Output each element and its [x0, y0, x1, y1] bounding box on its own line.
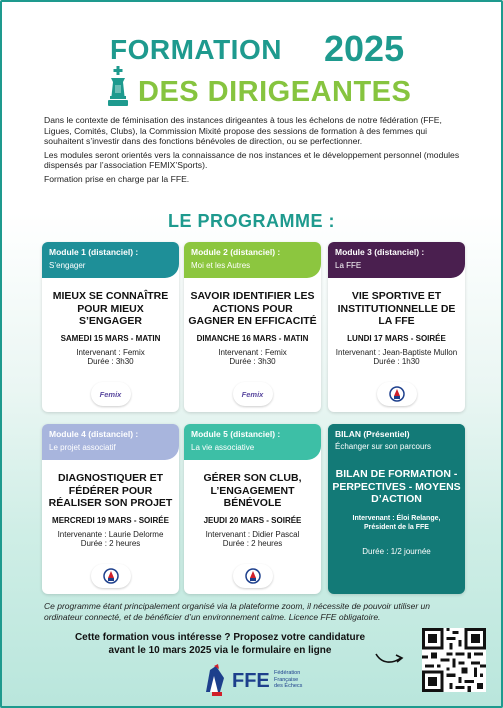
title-year: 2025	[324, 28, 405, 69]
card-subtitle: La FFE	[335, 261, 362, 270]
card-module-label: Module 3 (distanciel) :	[335, 247, 425, 257]
card-module-3	[328, 242, 465, 412]
card-header	[328, 242, 465, 278]
card-module-label: Module 4 (distanciel) :	[49, 429, 139, 439]
card-title: VIE SPORTIVE ET INSTITUTIONNELLE DE LA FFE	[337, 290, 456, 327]
ffe-rooster-icon	[102, 567, 120, 585]
card-subtitle: La vie associative	[191, 443, 255, 452]
card-title: BILAN DE FORMATION - PERPECTIVES - MOYENS D’ACTION	[332, 468, 461, 505]
ffe-rooster-icon	[388, 385, 406, 403]
card-info	[184, 348, 321, 367]
card-title: GÉRER SON CLUB, L’ENGAGEMENT BÉNÉVOLE	[203, 472, 302, 509]
card-info	[328, 348, 465, 367]
call-to-action	[60, 632, 380, 657]
card-module-1	[42, 242, 179, 412]
card-date: SAMEDI 15 MARS - MATIN	[60, 333, 161, 343]
card-module-label: Module 1 (distanciel) :	[49, 247, 139, 257]
ffe-logo	[200, 664, 320, 700]
card-subtitle: S’engager	[49, 261, 86, 270]
arrow-right-icon	[374, 648, 406, 668]
ffe-logo-small	[91, 564, 131, 588]
intro-paragraph-3: Formation prise en charge par la FFE.	[44, 173, 190, 184]
footer-note: Ce programme étant principalement organisé via la plateforme zoom, il nécessite de pouvoir utiliser un ordinateur connecté, et de bénéficier d’un environnement calme. Licence FFE obligatoire.	[44, 601, 430, 622]
card-date: LUNDI 17 MARS - SOIRÉE	[347, 333, 446, 343]
card-date: MERCREDI 19 MARS - SOIRÉE	[52, 515, 169, 525]
card-header	[42, 424, 179, 460]
card-duration: Durée : 3h30	[229, 357, 276, 366]
card-subtitle: Le projet associatif	[49, 443, 116, 452]
card-title: MIEUX SE CONNAÎTRE POUR MIEUX S’ENGAGER	[52, 290, 169, 327]
card-header	[184, 424, 321, 460]
programme-title: LE PROGRAMME :	[168, 211, 335, 231]
card-duration: Durée : 1h30	[373, 357, 420, 366]
card-speaker: Intervenante : Laurie Delorme	[57, 529, 164, 539]
ffe-logo-small	[233, 564, 273, 588]
card-module-5	[184, 424, 321, 594]
card-header	[328, 424, 465, 460]
femix-logo: Femix	[91, 382, 131, 406]
ffe-rooster-icon	[200, 664, 230, 698]
card-duration: Durée : 1/2 journée	[362, 546, 431, 556]
card-title: SAVOIR IDENTIFIER LES ACTIONS POUR GAGNER EN EFFICACITÉ	[188, 290, 317, 327]
card-module-label: Module 2 (distanciel) :	[191, 247, 281, 257]
card-subtitle: Moi et les Autres	[191, 261, 251, 270]
card-speaker: Intervenant : Éloi Relange, Président de la FFE	[352, 514, 441, 531]
title-formation: FORMATION	[110, 34, 282, 65]
card-duration: Durée : 3h30	[87, 357, 134, 366]
cta-line-2: avant le 10 mars 2025 via le formulaire en ligne	[108, 644, 332, 656]
title-dirigeantes: DES DIRIGEANTES	[138, 76, 412, 108]
card-bilan	[328, 424, 465, 594]
card-info	[42, 348, 179, 367]
cta-line-1: Cette formation vous intéresse ? Proposez votre candidature	[74, 632, 366, 643]
card-speaker: Intervenant : Jean-Baptiste Mullon	[335, 347, 458, 357]
ffe-rooster-icon	[244, 567, 262, 585]
card-speaker: Intervenant : Femix	[218, 347, 287, 357]
card-module-label: BILAN (Présentiel)	[335, 429, 410, 439]
chess-king-icon	[106, 66, 130, 108]
femix-logo: Femix	[233, 382, 273, 406]
card-subtitle: Échanger sur son parcours	[335, 442, 432, 451]
card-module-2	[184, 242, 321, 412]
card-speaker: Intervenant : Didier Pascal	[205, 529, 300, 539]
card-title: DIAGNOSTIQUER ET FÉDÉRER POUR RÉALISER SON PROJET	[48, 472, 173, 509]
card-duration: Durée : 2 heures	[80, 539, 141, 548]
ffe-logo-subtitle: Fédération Française des Échecs	[274, 670, 303, 689]
card-date: JEUDI 20 MARS - SOIRÉE	[203, 515, 302, 525]
card-info	[184, 530, 321, 549]
intro-text	[44, 115, 464, 188]
card-date: DIMANCHE 16 MARS - MATIN	[196, 333, 309, 343]
card-header	[42, 242, 179, 278]
card-duration: Durée : 2 heures	[222, 539, 283, 548]
card-info	[42, 530, 179, 549]
card-module-4	[42, 424, 179, 594]
intro-paragraph-2: Les modules seront orientés vers la connaissance de nos instances et le développement personnel (modules dispensés par l’association FEMIX’Sports).	[44, 149, 460, 171]
ffe-logo-text: FFE	[232, 670, 270, 692]
card-header	[184, 242, 321, 278]
card-speaker: Intervenant : Femix	[76, 347, 145, 357]
ffe-logo-small	[377, 382, 417, 406]
intro-paragraph-1: Dans le contexte de féminisation des instances dirigeantes à tous les échelons de notre fédération (FFE, Ligues, Comités, Clubs), la Commission Mixité propose des sessions de formation à des femmes qui souhaitent s’investir dans des fonctions bénévoles de direction, ou se perfectionner.	[44, 115, 442, 147]
qr-code[interactable]	[422, 628, 486, 692]
card-module-label: Module 5 (distanciel) :	[191, 429, 281, 439]
